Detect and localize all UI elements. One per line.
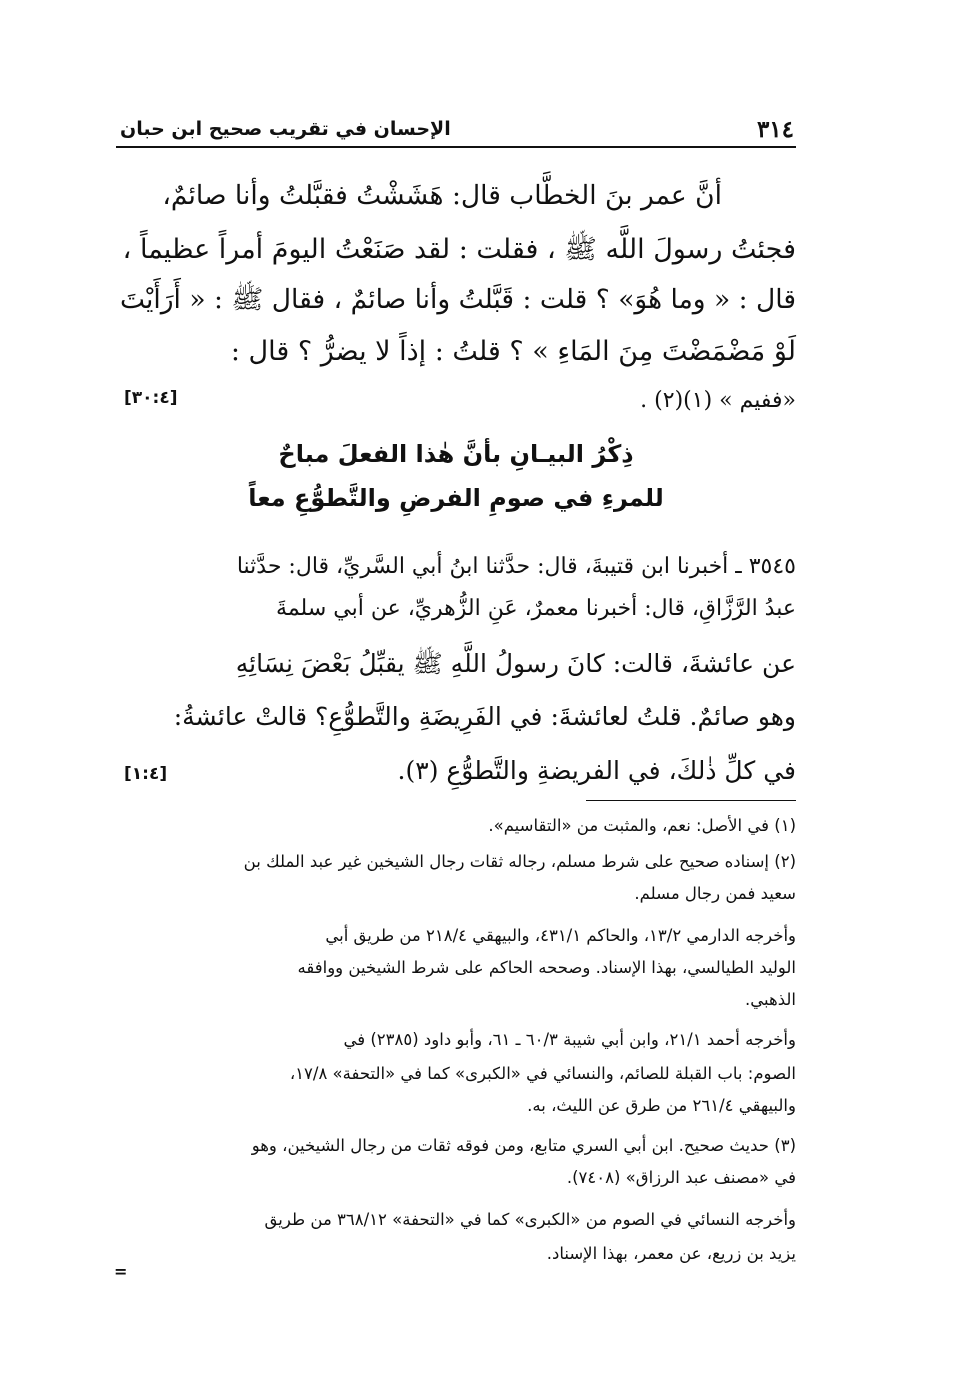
hadith-line: فجئتُ رسولَ اللَّه ﷺ ، فقلت : لقد صَنَعْتُ اليومَ أمراً عظيماً ، — [122, 234, 796, 265]
footnote-line: الصوم: باب القبلة للصائم، والنسائي في «الكبرى» كما في «التحفة» ١٧/٨، — [289, 1064, 796, 1083]
footnote-line: والبيهقي ٢٦١/٤ من طرق عن الليث، به. — [527, 1096, 796, 1115]
page-number: ٣١٤ — [756, 116, 794, 143]
sanad-line: ٣٥٤٥ ـ أخبرنا ابن قتيبةَ، قال: حدَّثنا ابنُ أبي السَّريِّ، قال: حدَّثنا — [236, 554, 796, 579]
footnote-line: وأخرجه أحمد ٢١/١، وابن أبي شيبة ٦٠/٣ ـ ٦١، وأبو داود (٢٣٨٥) في — [343, 1030, 796, 1049]
footnote-line: الذهبي. — [745, 990, 796, 1009]
hadith-line: أنَّ عمر بنَ الخطَّاب قال: هَشَشْتُ فقبَّلتُ وأنا صائمٌ، — [162, 180, 722, 211]
matn-line: عن عائشةَ، قالت: كانَ رسولُ اللَّهِ ﷺ يقبِّلُ بَعْضَ نِسَائِهِ — [235, 649, 796, 678]
matn-line: وهو صائمٌ. قلتُ لعائشةَ: في الفَرِيضَةِ والتَّطوُّعِ؟ قالتْ عائشةُ: — [173, 702, 796, 731]
page-header — [116, 112, 796, 148]
footnote-line: (٢) إسناده صحيح على شرط مسلم، رجاله ثقات رجال الشيخين غير عبد الملك بن — [243, 852, 796, 871]
footnote-line: في «مصنف عبد الرزاق» (٧٤٠٨). — [566, 1168, 796, 1187]
book-title: الإحسان في تقريب صحيح ابن حبان — [120, 118, 451, 140]
continuation-mark: = — [114, 1262, 128, 1281]
footnote-separator — [586, 800, 796, 801]
sanad-line: عبدُ الرَّزَّاقِ، قال: أخبرنا معمرٌ، عَنِ الزُّهريِّ، عن أبي سلمةَ — [276, 596, 796, 621]
chapter-heading-line: للمرءِ في صومِ الفرضِ والتَّطوُّعِ معاً — [248, 484, 664, 512]
footnote-line: (٣) حديث صحيح. ابن أبي السري متابع، ومن فوقه ثقات من رجال الشيخين، وهو — [251, 1136, 796, 1155]
footnote-line: يزيد بن زريع، عن معمر، بهذا الإسناد. — [546, 1244, 796, 1263]
hadith-line: لَوْ مَضْمَضْتَ مِنَ المَاءِ » ؟ قلتُ : إذاً لا يضرُّ ؟ قال : — [230, 336, 796, 367]
footnote-line: وأخرجه النسائي في الصوم من «الكبرى» كما في «التحفة» ٣٦٨/١٢ من طريق — [264, 1210, 796, 1229]
hadith-line: «ففيم » (١)(٢) . — [640, 388, 796, 413]
volume-reference: [٣٠:٤] — [124, 388, 178, 408]
matn-line: في كلِّ ذٰلكَ، في الفريضةِ والتَّطوُّعِ (٣). — [397, 756, 796, 785]
footnote-line: (١) في الأصل: نعم، والمثبت من «التقاسيم». — [488, 816, 796, 835]
footnote-line: الوليد الطيالسي، بهذا الإسناد. وصححه الحاكم على شرط الشيخين ووافقه — [297, 958, 796, 977]
volume-reference: [١:٤] — [124, 764, 168, 784]
chapter-heading-line: ذِكْرُ البيـانِ بأنَّ هٰذا الفعلَ مباحٌ — [278, 440, 634, 468]
footnote-line: سعيد فمن رجال مسلم. — [634, 884, 796, 903]
hadith-line: قال : « وما هُوَ» ؟ قلت : قَبَّلتُ وأنا صائمٌ ، فقال ﷺ : « أَرَأَيْتَ — [120, 284, 796, 315]
footnote-line: وأخرجه الدارمي ١٣/٢، والحاكم ٤٣١/١، والبيهقي ٢١٨/٤ من طريق أبي — [325, 926, 796, 945]
